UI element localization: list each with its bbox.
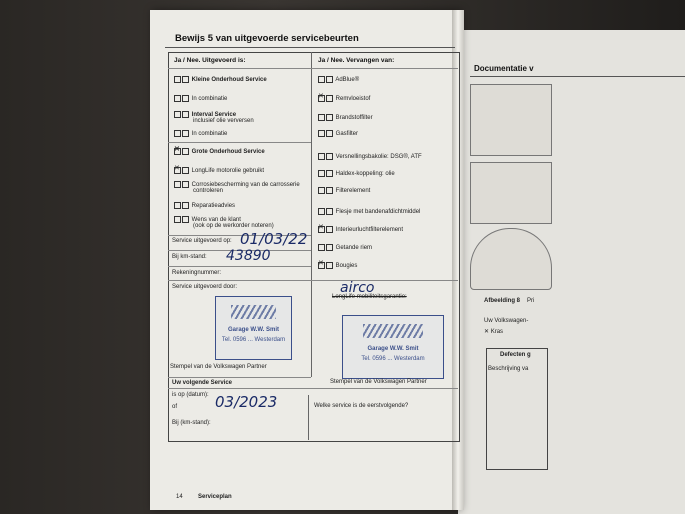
checkbox[interactable] [174,216,181,223]
col-left-header: Ja / Nee. Uitgevoerd is: [174,57,246,64]
checkbox[interactable] [326,226,333,233]
item-label: Kleine Onderhoud Service [191,77,267,84]
km-handwritten: 43890 [226,248,271,264]
defects-sub: Beschrijving va [488,366,529,372]
item-adblue [318,76,359,84]
checkbox[interactable] [182,130,189,137]
footer-label: Serviceplan [198,494,232,500]
checkbox[interactable] [182,148,189,155]
checkbox[interactable] [174,95,181,102]
item-label: AdBlue® [335,77,360,84]
item-reparatieadvies [174,202,235,210]
item-label: Corrosiebescherming van de carrosserie [191,182,300,189]
checkbox[interactable] [326,244,333,251]
stamp-name: Garage W.W. Smit [367,346,419,352]
checkbox[interactable] [326,153,333,160]
right-title-rule [470,76,685,77]
checkbox[interactable] [326,76,333,83]
item-label: In combinatie [191,96,228,103]
item-longlife-olie [174,167,264,175]
invoice-label: Rekeningnummer: [172,270,222,276]
checkbox[interactable] [318,114,325,121]
checkbox[interactable] [318,130,325,137]
service-date-handwritten: 01/03/22 [240,230,308,248]
checkbox[interactable] [326,208,333,215]
checkbox[interactable] [318,76,325,83]
checkbox[interactable] [318,208,325,215]
dealer-stamp-right [342,315,444,379]
bottom-col-divider [308,395,309,440]
checkbox[interactable] [182,95,189,102]
item-label: Gasfilter [335,131,359,138]
item-interieurluchtfilter [318,226,403,234]
checkbox[interactable] [326,262,333,269]
stamp-address: Tel. 0596 ... Westerdam [361,356,425,362]
service-date-label: Service uitgevoerd op: [172,238,232,244]
checkbox-checked[interactable] [318,95,325,102]
item-grote-service [174,148,265,156]
checkbox[interactable] [326,95,333,102]
item-label: Grote Onderhoud Service [191,149,265,156]
figure-suffix: Pri [527,298,535,304]
checkbox[interactable] [174,76,181,83]
item-bandenafdichtmiddel [318,208,420,216]
checkbox[interactable] [174,111,181,118]
checkbox[interactable] [182,216,189,223]
stamp-name: Garage W.W. Smit [227,327,279,333]
item-wens-sub: (ook op de werkorder noteren) [193,223,274,229]
right-page-title: Documentatie v [474,64,534,73]
checkbox[interactable] [174,202,181,209]
item-label: Filterelement [335,188,371,195]
next-of-label: of [172,404,178,410]
item-filterelement [318,187,370,195]
airco-handwritten: airco [340,280,375,296]
item-kleine-service [174,76,267,84]
checkbox[interactable] [182,76,189,83]
longlife-label: LongLife mobiliteitsgarantie: [332,294,407,300]
row-rule [168,280,458,281]
item-in-combinatie-2 [174,130,227,138]
checkbox[interactable] [182,111,189,118]
item-bougies [318,262,357,270]
checkbox[interactable] [318,170,325,177]
stamp-logo [231,305,276,319]
item-in-combinatie-1 [174,95,227,103]
checkbox[interactable] [318,244,325,251]
item-getande-riem [318,244,372,252]
item-label: Remvloeistof [335,96,371,103]
item-haldex [318,170,395,178]
header-rule [168,68,458,69]
checkbox[interactable] [182,202,189,209]
stamp-caption-left: Stempel van de Volkswagen Partner [170,364,267,370]
checkbox[interactable] [326,130,333,137]
performed-by-label: Service uitgevoerd door: [172,284,238,290]
checkbox-checked[interactable] [174,148,181,155]
stamp-logo [363,324,423,338]
next-date-label: is op (datum): [172,392,209,398]
checkbox[interactable] [326,187,333,194]
item-label: Getande riem [335,245,373,252]
item-interval-sub: inclusief olie verversen [193,118,254,124]
checkbox[interactable] [182,167,189,174]
item-label: In combinatie [191,131,228,138]
item-label: LongLife motorolie gebruikt [191,168,265,175]
next-date-handwritten: 03/2023 [215,393,278,411]
checkbox[interactable] [326,114,333,121]
item-label: Haldex-koppeling: olie [335,171,395,178]
item-label: Bougies [335,263,358,270]
item-gasfilter [318,130,358,138]
checkbox[interactable] [182,181,189,188]
item-label: Interval Service [191,112,237,119]
row-rule [168,388,458,389]
stamp-address: Tel. 0596 ... Westerdam [221,337,286,343]
checkbox[interactable] [174,181,181,188]
which-service-label: Welke service is de eerstvolgende? [314,403,409,409]
page-title: Bewijs 5 van uitgevoerde servicebeurten [175,33,359,44]
row-rule [168,266,311,267]
item-label: Wens van de klant [191,217,241,224]
item-brandstoffilter [318,114,373,122]
checkbox-checked[interactable] [318,262,325,269]
figure-label: Afbeelding 8 [484,298,521,304]
title-divider [165,47,455,48]
right-text-2: ✕ Kras [484,329,504,335]
item-remvloeistof [318,95,370,103]
checkbox[interactable] [174,130,181,137]
item-label: Interieurluchtfilterelement [335,227,404,234]
stamp-caption-right: Stempel van de Volkswagen Partner [330,379,427,385]
item-corrosie-sub: controleren [193,188,224,194]
item-versnellingsbakolie [318,153,422,161]
item-label: Versnellingsbakolie: DSG®, ATF [335,154,422,161]
column-divider [311,52,312,377]
dealer-stamp-left [215,296,292,360]
next-service-header: Uw volgende Service [172,380,233,386]
page-number: 14 [176,494,183,500]
item-label: Flesje met bandenafdichtmiddel [335,209,421,216]
row-rule [168,377,311,378]
checkbox[interactable] [326,170,333,177]
col-right-header: Ja / Nee. Vervangen van: [318,57,395,64]
checkbox-checked[interactable] [318,226,325,233]
checkbox[interactable] [318,187,325,194]
right-text-1: Uw Volkswagen- [484,318,529,324]
car-diagram-front [470,162,552,224]
checkbox-checked[interactable] [174,167,181,174]
defects-header: Defecten g [500,352,531,358]
next-km-label: Bij (km-stand): [172,420,211,426]
item-label: Reparatieadvies [191,203,236,210]
item-label: Brandstoffilter [335,115,373,122]
row-rule [168,142,311,143]
km-label: Bij km-stand: [172,254,207,260]
car-diagram-side [470,84,552,156]
checkbox[interactable] [318,153,325,160]
